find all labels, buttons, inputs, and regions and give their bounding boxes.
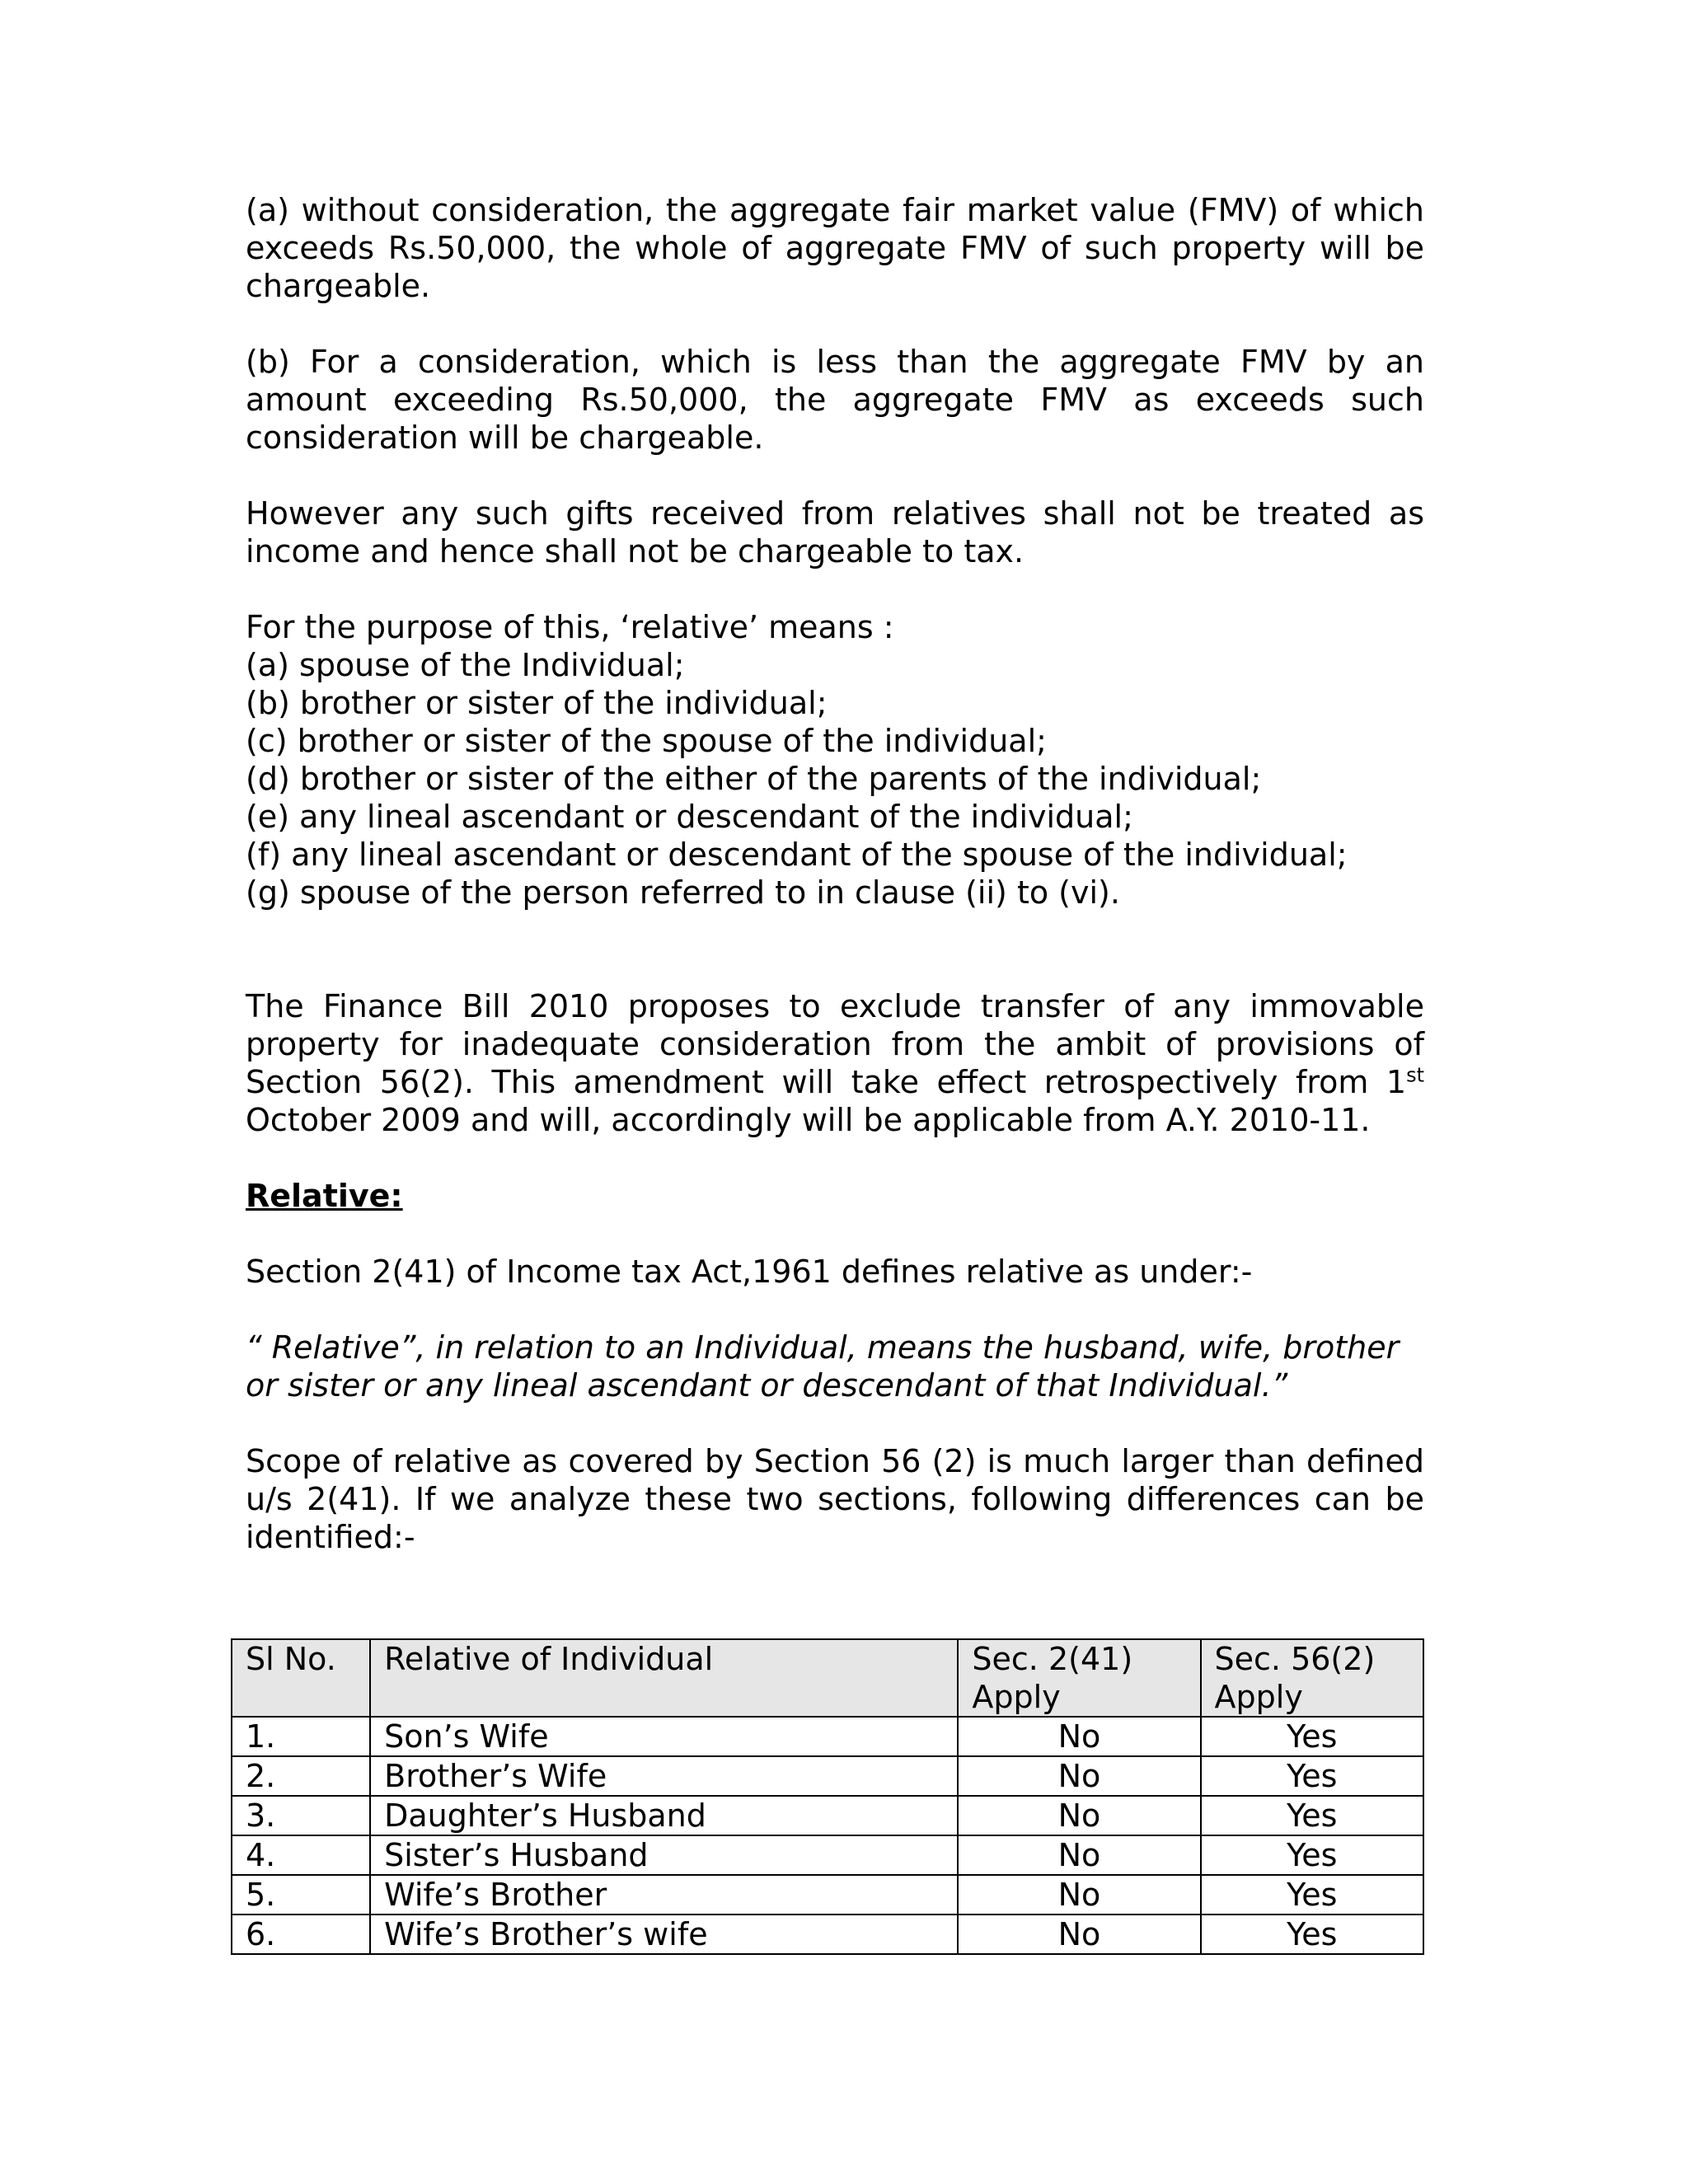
cell-relative: Wife’s Brother’s wife (370, 1915, 958, 1954)
document-page (246, 191, 1424, 1556)
cell-relative: Brother’s Wife (370, 1756, 958, 1796)
definition-quote: “ Relative”, in relation to an Individual, means the husband, wife, brother or sister or any lineal ascendant or descendant of that Individual.” (246, 1329, 1400, 1404)
relative-list (246, 646, 1424, 912)
cell-sec-2-41: No (958, 1875, 1200, 1915)
cell-sec-2-41: No (958, 1756, 1200, 1796)
paragraph-clause-b: (b) For a consideration, which is less than the aggregate FMV by an amount exceeding Rs.50,000, the aggregate FMV as exceeds such consideration will be chargeable. (246, 344, 1424, 456)
relative-intro: For the purpose of this, ‘relative’ means : (246, 609, 894, 645)
heading-relative: Relative: (246, 1178, 403, 1214)
cell-sec-2-41: No (958, 1796, 1200, 1835)
paragraph-scope: Scope of relative as covered by Section 56 (2) is much larger than defined u/s 2(41). If we analyze these two sections, following differences can be identified:- (246, 1443, 1424, 1555)
cell-sl-no: 3. (232, 1796, 370, 1835)
paragraph-however: However any such gifts received from relatives shall not be treated as income and hence shall not be chargeable to tax. (246, 495, 1424, 569)
header-relative: Relative of Individual (370, 1639, 958, 1717)
cell-sl-no: 6. (232, 1915, 370, 1954)
list-item: (a) spouse of the Individual; (246, 647, 685, 683)
list-item: (c) brother or sister of the spouse of the individual; (246, 723, 1047, 759)
cell-relative: Wife’s Brother (370, 1875, 958, 1915)
cell-sec-56-2: Yes (1201, 1875, 1423, 1915)
list-item: (d) brother or sister of the either of the parents of the individual; (246, 761, 1262, 797)
cell-sl-no: 4. (232, 1835, 370, 1875)
paragraph-section-2-41: Section 2(41) of Income tax Act,1961 defines relative as under:- (246, 1254, 1253, 1290)
table-header-row (232, 1639, 1423, 1717)
list-item: (b) brother or sister of the individual; (246, 685, 828, 721)
table-row (232, 1875, 1423, 1915)
header-sec-56-2: Sec. 56(2) Apply (1201, 1639, 1423, 1717)
cell-sec-56-2: Yes (1201, 1796, 1423, 1835)
cell-sl-no: 1. (232, 1717, 370, 1756)
cell-sec-56-2: Yes (1201, 1835, 1423, 1875)
cell-sl-no: 5. (232, 1875, 370, 1915)
cell-relative: Daughter’s Husband (370, 1796, 958, 1835)
relatives-comparison-table (231, 1638, 1424, 1955)
paragraph-clause-a: (a) without consideration, the aggregate fair market value (FMV) of which exceeds Rs.50,000, the whole of aggregate FMV of such property will be chargeable. (246, 192, 1424, 304)
cell-sl-no: 2. (232, 1756, 370, 1796)
header-sl-no: Sl No. (232, 1639, 370, 1717)
cell-sec-2-41: No (958, 1835, 1200, 1875)
table-row (232, 1796, 1423, 1835)
table-row (232, 1915, 1423, 1954)
cell-sec-2-41: No (958, 1915, 1200, 1954)
cell-relative: Sister’s Husband (370, 1835, 958, 1875)
table-row (232, 1835, 1423, 1875)
finance-bill-text-2: October 2009 and will, accordingly will be applicable from A.Y. 2010-11. (246, 1102, 1371, 1138)
cell-sec-56-2: Yes (1201, 1915, 1423, 1954)
list-item: (e) any lineal ascendant or descendant of the individual; (246, 799, 1133, 835)
paragraph-finance-bill (246, 987, 1424, 1139)
cell-sec-2-41: No (958, 1717, 1200, 1756)
table-row (232, 1756, 1423, 1796)
ordinal-suffix: st (1406, 1063, 1424, 1087)
cell-relative: Son’s Wife (370, 1717, 958, 1756)
finance-bill-text-1: The Finance Bill 2010 proposes to exclude transfer of any immovable property for inadequate consideration from the ambit of provisions of Section 56(2). This amendment will take effect retrospectively from 1 (246, 988, 1424, 1100)
list-item: (f) any lineal ascendant or descendant of the spouse of the individual; (246, 837, 1348, 873)
list-item: (g) spouse of the person referred to in clause (ii) to (vi). (246, 874, 1120, 911)
table-row (232, 1717, 1423, 1756)
header-sec-2-41: Sec. 2(41) Apply (958, 1639, 1200, 1717)
cell-sec-56-2: Yes (1201, 1717, 1423, 1756)
cell-sec-56-2: Yes (1201, 1756, 1423, 1796)
